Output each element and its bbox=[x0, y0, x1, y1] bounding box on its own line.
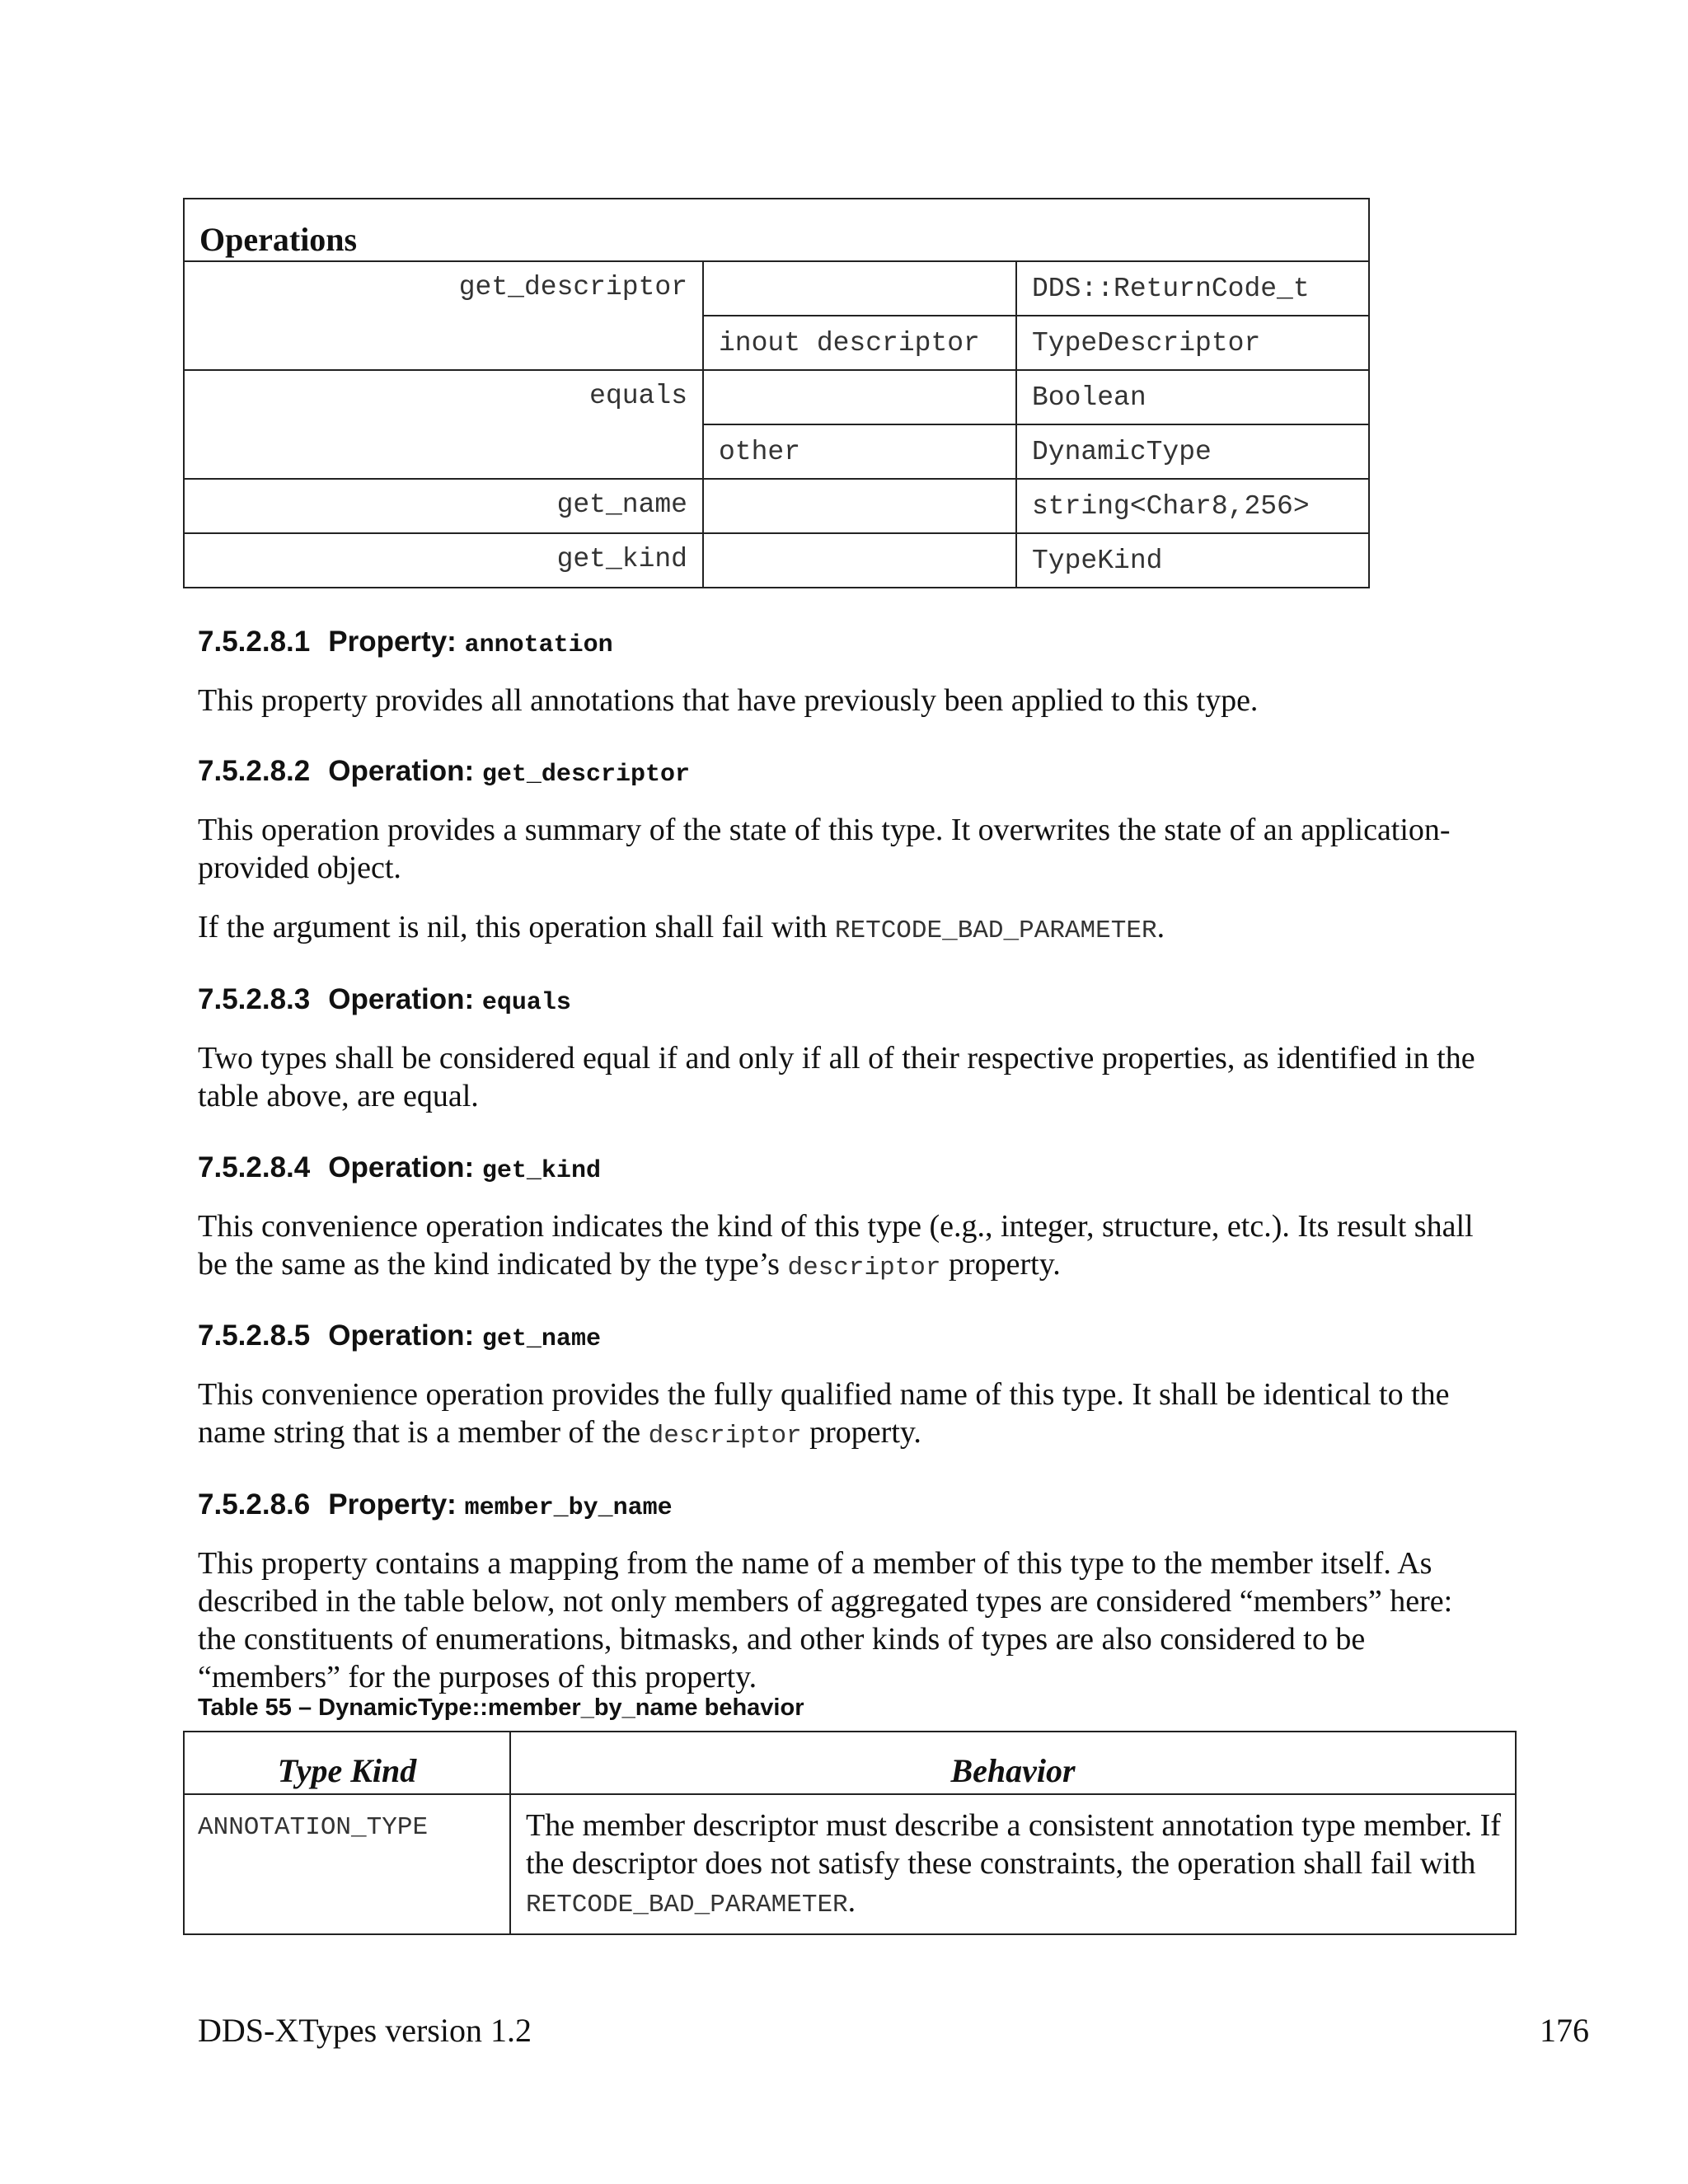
section-number: 7.5.2.8.2 bbox=[198, 755, 311, 787]
operation-param bbox=[703, 370, 1016, 424]
section-label: Operation: bbox=[328, 983, 475, 1015]
section-code: get_descriptor bbox=[481, 761, 690, 789]
paragraph-text: property. bbox=[940, 1247, 1061, 1282]
paragraph-text: This property provides all annotations that have previously been applied to this type. bbox=[198, 683, 1259, 718]
section-code: annotation bbox=[464, 631, 613, 659]
paragraph bbox=[198, 1376, 1484, 1455]
section-heading bbox=[198, 1151, 1484, 1186]
operation-type: Boolean bbox=[1016, 370, 1369, 424]
operation-param: inout descriptor bbox=[703, 316, 1016, 370]
section-number: 7.5.2.8.3 bbox=[198, 983, 311, 1015]
table-row bbox=[184, 533, 1369, 588]
paragraph-text: This convenience operation provides the fully qualified name of this type. It shall be identical to the name string that is a member of the bbox=[198, 1377, 1450, 1450]
paragraph-text: . bbox=[1156, 910, 1165, 944]
behavior-text: The member descriptor must describe a consistent annotation type member. If the descriptor does not satisfy these constraints, the operation shall fail with bbox=[526, 1808, 1501, 1881]
operation-param bbox=[703, 479, 1016, 533]
paragraph bbox=[198, 811, 1484, 887]
operation-param: other bbox=[703, 424, 1016, 479]
operation-param bbox=[703, 533, 1016, 588]
behavior-cell bbox=[510, 1794, 1516, 1934]
section-code: member_by_name bbox=[464, 1494, 673, 1522]
paragraph bbox=[198, 908, 1484, 950]
section-heading bbox=[198, 1488, 1484, 1523]
footer-page-number: 176 bbox=[1540, 2012, 1589, 2049]
paragraph-text: This convenience operation indicates the kind of this type (e.g., integer, structure, etc.). Its result shall be the same as the kind indicated by the type’s bbox=[198, 1209, 1474, 1282]
paragraph bbox=[198, 1207, 1484, 1287]
section-number: 7.5.2.8.4 bbox=[198, 1151, 311, 1183]
section-code: get_kind bbox=[481, 1157, 601, 1185]
operation-type: DynamicType bbox=[1016, 424, 1369, 479]
section-code: equals bbox=[481, 989, 571, 1017]
section-label: Operation: bbox=[328, 755, 475, 787]
operations-header-row bbox=[184, 199, 1369, 261]
column-header-behavior: Behavior bbox=[510, 1732, 1516, 1794]
section-get-descriptor bbox=[198, 754, 1484, 950]
section-get-name bbox=[198, 1319, 1484, 1455]
operations-table bbox=[183, 198, 1370, 588]
paragraph bbox=[198, 1544, 1484, 1696]
operation-name: get_kind bbox=[184, 533, 703, 588]
footer-document-title: DDS-XTypes version 1.2 bbox=[198, 2012, 532, 2049]
section-label: Property: bbox=[328, 626, 457, 658]
inline-code: RETCODE_BAD_PARAMETER bbox=[526, 1891, 848, 1919]
paragraph-text: If the argument is nil, this operation shall fail with bbox=[198, 910, 835, 944]
member-by-name-table bbox=[183, 1731, 1517, 1935]
paragraph bbox=[198, 1039, 1484, 1115]
paragraph-text: This operation provides a summary of the state of this type. It overwrites the state of an application-provided object. bbox=[198, 813, 1451, 885]
table-row bbox=[184, 370, 1369, 424]
section-label: Operation: bbox=[328, 1319, 475, 1352]
inline-code: descriptor bbox=[787, 1254, 941, 1282]
operation-type: DDS::ReturnCode_t bbox=[1016, 261, 1369, 316]
operations-header: Operations bbox=[184, 199, 1369, 261]
section-label: Property: bbox=[328, 1488, 457, 1521]
table-row bbox=[184, 261, 1369, 316]
table-row bbox=[184, 479, 1369, 533]
section-number: 7.5.2.8.5 bbox=[198, 1319, 311, 1352]
paragraph-text: This property contains a mapping from the name of a member of this type to the member itself. As described in the table below, not only members of aggregated types are considered “members” here: the constituents of enumerations, bitmasks, and other kinds of types are also considered to be “members” for the purposes of this property. bbox=[198, 1546, 1453, 1694]
section-number: 7.5.2.8.6 bbox=[198, 1488, 311, 1521]
table-header-row bbox=[184, 1732, 1516, 1794]
section-heading bbox=[198, 982, 1484, 1018]
section-get-kind bbox=[198, 1151, 1484, 1287]
operation-name: get_name bbox=[184, 479, 703, 533]
paragraph bbox=[198, 682, 1484, 719]
table-row bbox=[184, 1794, 1516, 1934]
operation-type: TypeKind bbox=[1016, 533, 1369, 588]
section-member-by-name bbox=[198, 1488, 1484, 1696]
section-heading bbox=[198, 625, 1484, 660]
operation-name: get_descriptor bbox=[184, 261, 703, 370]
inline-code: descriptor bbox=[648, 1422, 802, 1451]
type-kind-cell: ANNOTATION_TYPE bbox=[184, 1794, 510, 1934]
inline-code: RETCODE_BAD_PARAMETER bbox=[834, 916, 1157, 945]
section-label: Operation: bbox=[328, 1151, 475, 1183]
section-code: get_name bbox=[481, 1325, 601, 1353]
behavior-text: . bbox=[847, 1884, 856, 1919]
table-caption: Table 55 – DynamicType::member_by_name behavior bbox=[198, 1694, 804, 1721]
operation-type: TypeDescriptor bbox=[1016, 316, 1369, 370]
operation-param bbox=[703, 261, 1016, 316]
operation-type: string<Char8,256> bbox=[1016, 479, 1369, 533]
operation-name: equals bbox=[184, 370, 703, 479]
section-heading bbox=[198, 754, 1484, 790]
paragraph-text: Two types shall be considered equal if and only if all of their respective properties, as identified in the table above, are equal. bbox=[198, 1041, 1475, 1113]
section-heading bbox=[198, 1319, 1484, 1354]
section-number: 7.5.2.8.1 bbox=[198, 626, 311, 658]
section-equals bbox=[198, 982, 1484, 1115]
column-header-type-kind: Type Kind bbox=[184, 1732, 510, 1794]
section-annotation bbox=[198, 625, 1484, 719]
paragraph-text: property. bbox=[801, 1415, 921, 1450]
